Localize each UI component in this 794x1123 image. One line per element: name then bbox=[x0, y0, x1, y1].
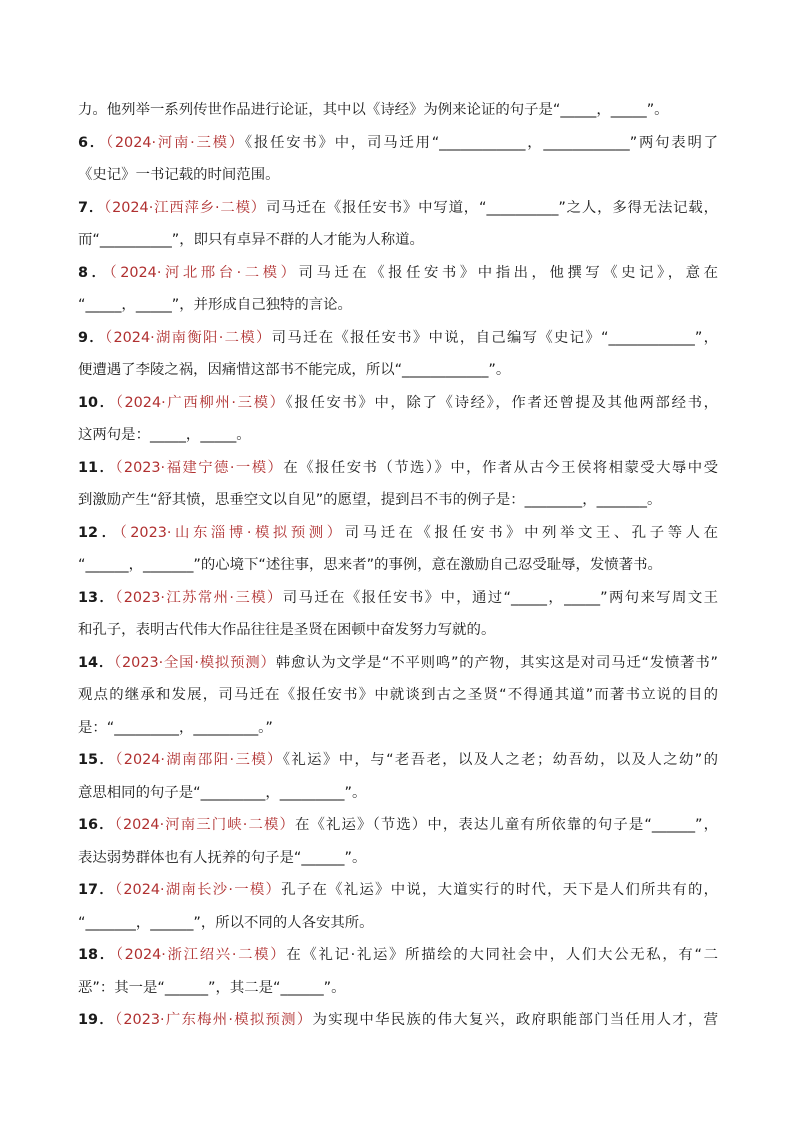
question-source: （2024·河北邢台·二模） bbox=[109, 264, 299, 281]
question-text: 司马迁在《报任安书》中，通过“_____，_____”两句来写周文王 bbox=[282, 589, 718, 606]
question-13 bbox=[78, 582, 718, 615]
question-continuation bbox=[78, 94, 718, 127]
question-source: （2023·山东淄博·模拟预测） bbox=[119, 524, 345, 541]
question-16 bbox=[78, 809, 718, 842]
question-source: （2024·江西萍乡·二模） bbox=[104, 199, 266, 216]
question-number: 15． bbox=[78, 752, 116, 768]
line-text: 这两句是：_____，_____。 bbox=[78, 427, 251, 443]
question-source: （2023·江苏常州·三模） bbox=[115, 589, 283, 606]
line-text: 恶”：其一是“______”，其二是“______”。 bbox=[78, 979, 346, 996]
question-number: 17． bbox=[78, 882, 115, 898]
question-14-cont bbox=[78, 679, 718, 712]
question-number: 10． bbox=[78, 394, 116, 411]
question-list bbox=[78, 94, 718, 1037]
question-text: 《报任安书》中，司马迁用“____________，____________”两句表明了 bbox=[245, 134, 718, 151]
question-number: 19． bbox=[78, 1012, 115, 1028]
question-15-cont bbox=[78, 777, 718, 810]
question-15 bbox=[78, 744, 718, 777]
line-text: 而“__________”，即只有卓异不群的人才能为人称道。 bbox=[78, 232, 424, 248]
question-source: （2023·福建宁德·一模） bbox=[115, 459, 284, 476]
question-8-cont bbox=[78, 289, 718, 322]
question-19 bbox=[78, 1004, 718, 1037]
question-8 bbox=[78, 257, 718, 290]
question-12 bbox=[78, 517, 718, 550]
question-source: （2024·浙江绍兴·二模） bbox=[115, 947, 287, 963]
question-text: 韩愈认为文学是“不平则鸣”的产物，其实这是对司马迁“发愤著书” bbox=[275, 654, 718, 671]
line-text: 表达弱势群体也有人抚养的句子是“______”。 bbox=[78, 849, 367, 866]
question-17-cont bbox=[78, 907, 718, 940]
question-text: 在《礼记·礼运》所描绘的大同社会中，人们大公无私，有“二 bbox=[286, 947, 718, 963]
question-text: 司马迁在《报任安书》中指出，他撰写《史记》，意在 bbox=[298, 264, 718, 281]
question-text: 司马迁在《报任安书》中写道，“__________”之人，多得无法记载， bbox=[266, 199, 718, 216]
line-text: 便遭遇了李陵之祸，因痛惜这部书不能完成，所以“____________”。 bbox=[78, 362, 511, 378]
question-text: 为实现中华民族的伟大复兴，政府职能部门当任用人才，营 bbox=[312, 1012, 718, 1028]
question-text: 在《报任安书（节选）》中，作者从古今王侯将相蒙受大辱中受 bbox=[283, 459, 718, 476]
question-number: 8． bbox=[78, 264, 110, 281]
question-number: 7． bbox=[78, 199, 105, 216]
question-number: 6． bbox=[78, 134, 106, 151]
question-number: 13． bbox=[78, 589, 116, 606]
question-text: 司马迁在《报任安书》中说，自己编写《史记》“____________”， bbox=[271, 329, 718, 346]
line-text: “_____，_____”，并形成自己独特的言论。 bbox=[78, 297, 352, 313]
question-7-cont bbox=[78, 224, 718, 257]
question-10-cont bbox=[78, 419, 718, 452]
question-12-cont bbox=[78, 549, 718, 582]
question-number: 12． bbox=[78, 524, 120, 541]
question-text: 《礼运》中，与“老吾老，以及人之老；幼吾幼，以及人之幼”的 bbox=[282, 752, 718, 768]
question-17 bbox=[78, 874, 718, 907]
question-16-cont bbox=[78, 842, 718, 875]
question-text: 在《礼运》（节选）中，表达儿童有所依靠的句子是“______”， bbox=[295, 817, 718, 833]
question-number: 18． bbox=[78, 947, 116, 963]
question-9 bbox=[78, 322, 718, 355]
question-6-cont bbox=[78, 159, 718, 192]
question-number: 14． bbox=[78, 654, 115, 671]
question-text: 司马迁在《报任安书》中列举文王、孔子等人在 bbox=[344, 524, 718, 541]
question-source: （2024·湖南衡阳·二模） bbox=[105, 329, 272, 346]
question-source: （2023·广东梅州·模拟预测） bbox=[114, 1012, 313, 1028]
question-number: 11． bbox=[78, 459, 116, 476]
question-13-cont bbox=[78, 614, 718, 647]
line-text: “______，_______”的心境下“述往事，思来者”的事例，意在激励自己忍受耻辱，发愤著书。 bbox=[78, 557, 662, 573]
question-11 bbox=[78, 452, 718, 485]
line-text: 观点的继承和发展，司马迁在《报任安书》中就谈到古之圣贤“不得通其道”而著书立说的目的 bbox=[78, 687, 718, 703]
question-source: （2024·河南三门峡·二模） bbox=[114, 817, 295, 833]
line-text: 意思相同的句子是“_________，_________”。 bbox=[78, 784, 367, 801]
question-text: 孔子在《礼运》中说，大道实行的时代，天下是人们所共有的， bbox=[281, 882, 718, 898]
line-text: 和孔子，表明古代伟大作品往往是圣贤在困顿中奋发努力写就的。 bbox=[78, 622, 496, 638]
line-text: “_______，______”，所以不同的人各安其所。 bbox=[78, 914, 374, 931]
question-9-cont bbox=[78, 354, 718, 387]
question-source: （2024·广西柳州·三模） bbox=[115, 394, 286, 411]
question-text: 《报任安书》中，除了《诗经》，作者还曾提及其他两部经书， bbox=[285, 394, 718, 411]
question-source: （2024·湖南长沙·一模） bbox=[114, 882, 282, 898]
line-text: 力。他列举一系列传世作品进行论证，其中以《诗经》为例来论证的句子是“_____，_____”。 bbox=[78, 102, 669, 118]
question-number: 16． bbox=[78, 817, 115, 833]
question-source: （2023·全国·模拟预测） bbox=[114, 654, 276, 671]
question-source: （2024·河南·三模） bbox=[105, 134, 245, 151]
question-7 bbox=[78, 192, 718, 225]
question-14-cont bbox=[78, 712, 718, 745]
line-text: 是：“_________，_________。” bbox=[78, 719, 273, 736]
question-source: （2024·湖南邵阳·三模） bbox=[115, 752, 283, 768]
question-11-cont bbox=[78, 484, 718, 517]
question-number: 9． bbox=[78, 329, 105, 346]
question-6 bbox=[78, 127, 718, 160]
question-18 bbox=[78, 939, 718, 972]
question-10 bbox=[78, 387, 718, 420]
line-text: 到激励产生“舒其愤，思垂空文以自见”的愿望，提到吕不韦的例子是：________，_______。 bbox=[78, 492, 662, 508]
question-14 bbox=[78, 647, 718, 680]
line-text: 《史记》一书记载的时间范围。 bbox=[78, 167, 280, 183]
question-18-cont bbox=[78, 972, 718, 1005]
